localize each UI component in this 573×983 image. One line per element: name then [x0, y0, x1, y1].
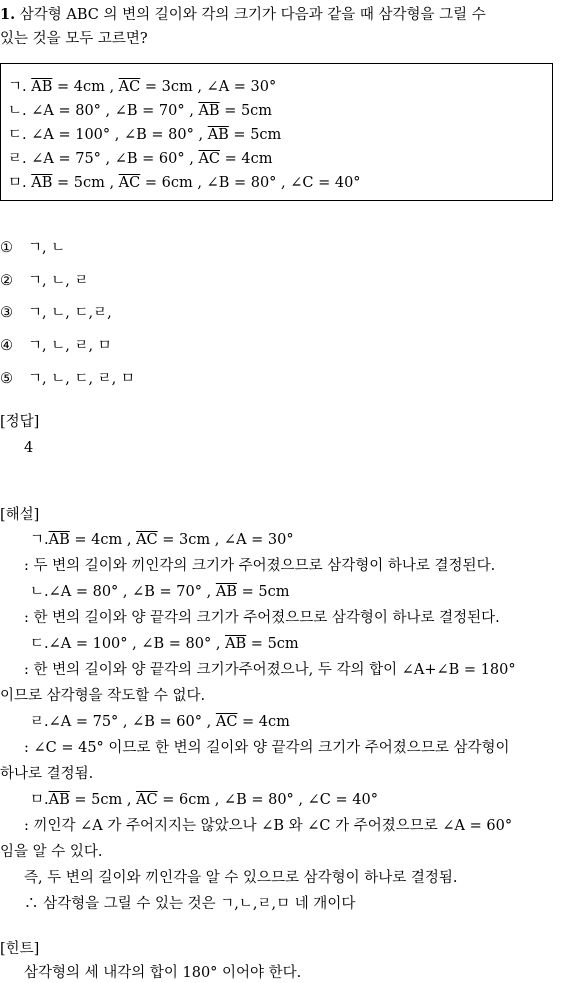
- text-segment: ㄷ.∠A = 100° , ∠B = 80° ,: [30, 636, 226, 652]
- text-segment: : 한 변의 길이와 양 끝각의 크기가 주어졌으므로 삼각형이 하나로 결정된다.: [24, 610, 500, 626]
- text-segment: ∠A = 75° , ∠B = 60° ,: [31, 151, 199, 167]
- text-segment: = 4cm ,: [69, 532, 137, 548]
- explanation-line: [0, 764, 93, 784]
- text-segment: = 5cm ,: [52, 175, 119, 191]
- answer-option[interactable]: [0, 336, 112, 356]
- segment-overline: $\overline{AB}$: [48, 532, 70, 548]
- text-segment: : 끼인각 ∠A 가 주어지지는 않았으나 ∠B 와 ∠C 가 주어졌으므로 ∠A = 60°: [24, 818, 513, 834]
- condition-item: [8, 173, 361, 193]
- text-segment: ㄹ.∠A = 75° , ∠B = 60° ,: [30, 714, 216, 730]
- option-text: ㄱ, ㄴ, ㄹ, ㅁ: [28, 338, 112, 354]
- text-segment: : ∠C = 45° 이므로 한 변의 길이와 양 끝각의 크기가 주어졌으므로 삼각형이: [24, 740, 510, 756]
- text-segment: ∴ 삼각형을 그릴 수 있는 것은 ㄱ,ㄴ,ㄹ,ㅁ 네 개이다: [24, 896, 356, 912]
- answer-option[interactable]: [0, 369, 135, 389]
- explanation-line: [30, 712, 290, 732]
- segment-overline: $\overline{AC}$: [118, 79, 141, 95]
- explanation-line: [24, 816, 512, 836]
- explanation-line: [0, 842, 102, 862]
- answer-option[interactable]: [0, 271, 88, 291]
- text-segment: ∠A = 80° , ∠B = 70° ,: [31, 103, 199, 119]
- text-segment: 하나로 결정됨.: [0, 766, 94, 782]
- answer-heading: [정답]: [0, 414, 40, 430]
- condition-label: ㄱ.: [8, 79, 32, 95]
- segment-overline: $\overline{AC}$: [198, 151, 221, 167]
- text-segment: = 5cm ,: [69, 792, 137, 808]
- explanation-line: [30, 582, 289, 602]
- segment-overline: $\overline{AB}$: [215, 584, 237, 600]
- segment-overline: $\overline{AC}$: [215, 714, 238, 730]
- text-segment: ㅁ.: [30, 792, 49, 808]
- explanation-line: [30, 790, 378, 810]
- condition-label: ㄴ.: [8, 103, 32, 119]
- explanation-line: [24, 608, 500, 628]
- question-number: 1.: [0, 6, 16, 23]
- condition-item: [8, 149, 273, 169]
- option-number: ⑤: [0, 371, 13, 387]
- text-segment: : 두 변의 길이와 끼인각의 크기가 주어졌으므로 삼각형이 하나로 결정된다.: [24, 558, 496, 574]
- text-segment: = 6cm , ∠B = 80° , ∠C = 40°: [157, 792, 378, 808]
- explanation-line: [0, 686, 205, 706]
- explanation-line: [24, 556, 495, 576]
- text-segment: 임을 알 수 있다.: [0, 844, 103, 860]
- hint-heading: [힌트]: [0, 941, 40, 957]
- option-text: ㄱ, ㄴ, ㄹ: [28, 273, 89, 289]
- option-number: ④: [0, 338, 13, 354]
- condition-label: ㄷ.: [8, 127, 32, 143]
- segment-overline: $\overline{AC}$: [118, 175, 141, 191]
- question-line-1: [0, 5, 486, 25]
- explanation-line: [24, 660, 516, 680]
- question-line-2: 있는 것을 모두 고르면?: [0, 31, 148, 47]
- answer-option[interactable]: [0, 238, 65, 258]
- text-segment: : 한 변의 길이와 양 끝각의 크기가주어졌으나, 두 각의 합이 ∠A+∠B = 180°: [24, 662, 516, 678]
- segment-overline: $\overline{AC}$: [136, 792, 158, 808]
- condition-item: [8, 101, 272, 121]
- text-segment: = 6cm , ∠B = 80° , ∠C = 40°: [140, 175, 361, 191]
- text-segment: = 5cm: [228, 127, 282, 143]
- text-segment: = 4cm ,: [52, 79, 119, 95]
- option-number: ③: [0, 305, 13, 321]
- segment-overline: $\overline{AB}$: [31, 175, 53, 191]
- explanation-heading: [해설]: [0, 507, 40, 523]
- segment-overline: $\overline{AB}$: [225, 636, 247, 652]
- condition-label: ㅁ.: [8, 175, 32, 191]
- segment-overline: $\overline{AB}$: [198, 103, 220, 119]
- answer-option[interactable]: [0, 303, 112, 323]
- text-segment: 이므로 삼각형을 작도할 수 없다.: [0, 688, 206, 704]
- text-segment: = 3cm , ∠A = 30°: [157, 532, 294, 548]
- text-segment: ∠A = 100° , ∠B = 80° ,: [31, 127, 208, 143]
- explanation-line: [30, 530, 294, 550]
- question-text-1: 삼각형 ABC 의 변의 길이와 각의 크기가 다음과 같을 때 삼각형을 그릴 수: [19, 7, 486, 23]
- text-segment: = 5cm: [219, 103, 273, 119]
- text-segment: = 5cm: [236, 584, 290, 600]
- explanation-line: [24, 868, 458, 888]
- option-text: ㄱ, ㄴ, ㄷ, ㄹ, ㅁ: [28, 371, 135, 387]
- answer-value: 4: [24, 440, 34, 456]
- option-text: ㄱ, ㄴ, ㄷ,ㄹ,: [28, 305, 112, 321]
- text-segment: ㄴ.∠A = 80° , ∠B = 70° ,: [30, 584, 216, 600]
- option-number: ②: [0, 273, 13, 289]
- option-text: ㄱ, ㄴ: [28, 240, 66, 256]
- segment-overline: $\overline{AB}$: [48, 792, 70, 808]
- text-segment: = 3cm , ∠A = 30°: [140, 79, 277, 95]
- condition-item: [8, 77, 276, 97]
- segment-overline: $\overline{AB}$: [31, 79, 53, 95]
- text-segment: ㄱ.: [30, 532, 49, 548]
- text-segment: = 5cm: [246, 636, 299, 652]
- condition-item: [8, 125, 281, 145]
- text-segment: = 4cm: [237, 714, 290, 730]
- explanation-line: [24, 738, 509, 758]
- explanation-line: [24, 894, 355, 914]
- option-number: ①: [0, 240, 13, 256]
- segment-overline: $\overline{AB}$: [207, 127, 229, 143]
- segment-overline: $\overline{AC}$: [136, 532, 158, 548]
- condition-label: ㄹ.: [8, 151, 32, 167]
- explanation-line: [30, 634, 299, 654]
- hint-text: 삼각형의 세 내각의 합이 180° 이어야 한다.: [24, 965, 302, 981]
- text-segment: = 4cm: [220, 151, 273, 167]
- text-segment: 즉, 두 변의 길이와 끼인각을 알 수 있으므로 삼각형이 하나로 결정됨.: [24, 870, 458, 886]
